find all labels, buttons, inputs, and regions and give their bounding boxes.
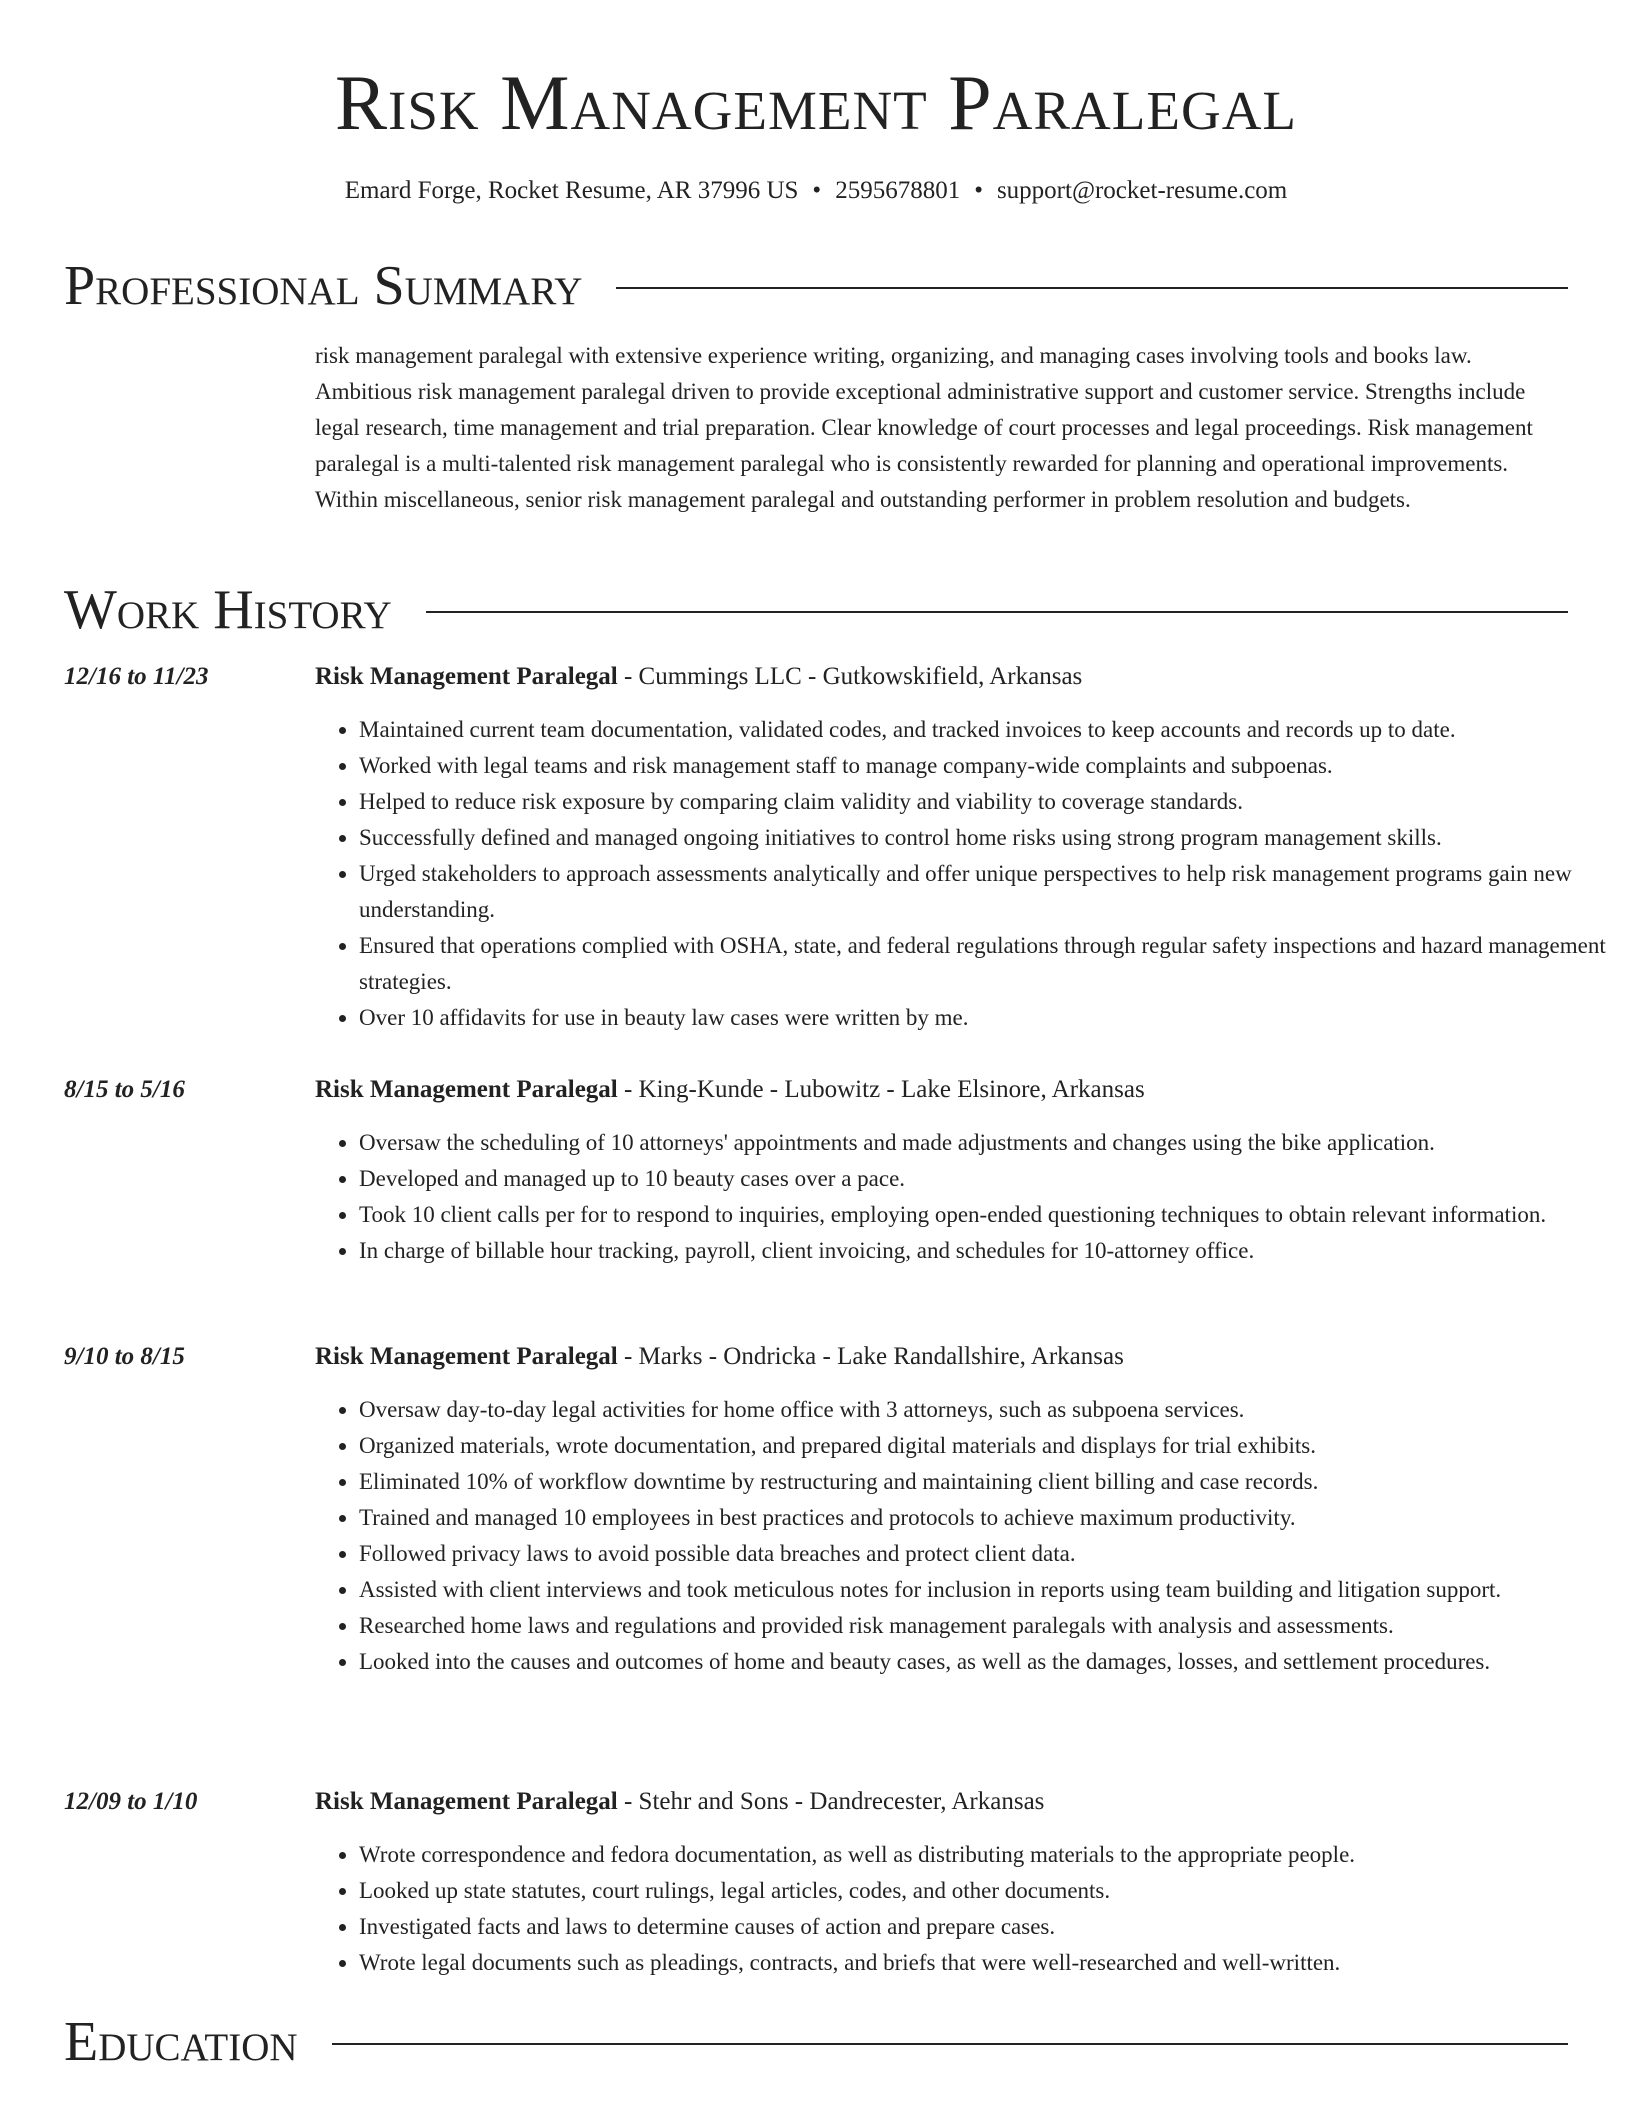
job-employer: - Cummings LLC - Gutkowskifield, Arkansas [617, 663, 1083, 690]
separator-dot: • [974, 177, 983, 204]
job-title: Risk Management Paralegal [315, 1788, 618, 1815]
phone-number: 2595678801 [835, 177, 961, 204]
job-header [315, 1073, 1568, 1107]
job-bullet: • Successfully defined and managed ongoing initiatives to control home risks using strong program management skills. [359, 820, 1612, 856]
job-bullet: • Looked into the causes and outcomes of home and beauty cases, as well as the damages, losses, and settlement procedures. [359, 1644, 1612, 1680]
job-bullet: • Over 10 affidavits for use in beauty law cases were written by me. [359, 1000, 1612, 1036]
job-bullets [315, 712, 1612, 1036]
job-bullet: • Oversaw the scheduling of 10 attorneys' appointments and made adjustments and changes using the bike application. [359, 1125, 1612, 1161]
job-bullet: • Followed privacy laws to avoid possible data breaches and protect client data. [359, 1536, 1612, 1572]
job-dates: 9/10 to 8/15 [64, 1343, 185, 1370]
job-bullet: • Wrote correspondence and fedora documentation, as well as distributing materials to the appropriate people. [359, 1837, 1612, 1873]
job-header [315, 1785, 1568, 1819]
job-bullet: • Oversaw day-to-day legal activities for home office with 3 attorneys, such as subpoena services. [359, 1392, 1612, 1428]
section-header-summary [64, 254, 1568, 318]
job-title: Risk Management Paralegal [315, 663, 618, 690]
job-bullet: • Researched home laws and regulations and provided risk management paralegals with analysis and assessments. [359, 1608, 1612, 1644]
job-bullets [315, 1837, 1612, 1981]
contact-line [0, 175, 1632, 207]
job-bullet: • Maintained current team documentation, validated codes, and tracked invoices to keep accounts and records up to date. [359, 712, 1612, 748]
job-bullet: • Looked up state statutes, court rulings, legal articles, codes, and other documents. [359, 1873, 1612, 1909]
job-dates: 12/09 to 1/10 [64, 1788, 198, 1815]
section-title: Professional Summary [64, 255, 583, 317]
section-title: Education [64, 2011, 298, 2073]
job-bullets [315, 1125, 1612, 1269]
section-title: Work History [64, 579, 392, 641]
job-bullet: • Helped to reduce risk exposure by comparing claim validity and viability to coverage standards. [359, 784, 1612, 820]
job-bullet: • Developed and managed up to 10 beauty cases over a pace. [359, 1161, 1612, 1197]
section-divider [332, 2043, 1568, 2045]
section-header-education [64, 2010, 1568, 2074]
candidate-name: Risk Management Paralegal [334, 59, 1298, 146]
professional-summary: risk management paralegal with extensive experience writing, organizing, and managing cases involving tools and books law. Ambitious risk management paralegal driven to provide exceptional administrative support and customer service. Strengths include legal research, time management and trial preparation. Clear knowledge of court processes and legal proceedings. Risk management paralegal is a multi-talented risk management paralegal who is consistently rewarded for planning and operational improvements. Within miscellaneous, senior risk management paralegal and outstanding performer in problem resolution and budgets. [315, 343, 1533, 512]
job-bullet: • Wrote legal documents such as pleadings, contracts, and briefs that were well-researched and well-written. [359, 1945, 1612, 1981]
job-header [315, 660, 1568, 694]
section-divider [426, 611, 1568, 613]
section-header-work-history [64, 578, 1568, 642]
section-divider [616, 287, 1568, 289]
email-address[interactable]: support@rocket-resume.com [996, 177, 1288, 204]
job-bullet: • In charge of billable hour tracking, payroll, client invoicing, and schedules for 10-attorney office. [359, 1233, 1612, 1269]
job-title: Risk Management Paralegal [315, 1076, 618, 1103]
job-employer: - Marks - Ondricka - Lake Randallshire, Arkansas [617, 1343, 1124, 1370]
job-dates: 8/15 to 5/16 [64, 1076, 185, 1103]
job-bullet: • Investigated facts and laws to determine causes of action and prepare cases. [359, 1909, 1612, 1945]
job-bullet: • Eliminated 10% of workflow downtime by restructuring and maintaining client billing and case records. [359, 1464, 1612, 1500]
job-bullet: • Trained and managed 10 employees in best practices and protocols to achieve maximum productivity. [359, 1500, 1612, 1536]
job-bullets [315, 1392, 1612, 1680]
job-header [315, 1340, 1568, 1374]
job-dates: 12/16 to 11/23 [64, 663, 209, 690]
job-bullet: • Organized materials, wrote documentation, and prepared digital materials and displays for trial exhibits. [359, 1428, 1612, 1464]
job-employer: - King-Kunde - Lubowitz - Lake Elsinore, Arkansas [617, 1076, 1145, 1103]
job-bullet: • Took 10 client calls per for to respond to inquiries, employing open-ended questioning techniques to obtain relevant information. [359, 1197, 1612, 1233]
job-bullet: • Assisted with client interviews and took meticulous notes for inclusion in reports using team building and litigation support. [359, 1572, 1612, 1608]
address: Emard Forge, Rocket Resume, AR 37996 US [344, 177, 799, 204]
job-employer: - Stehr and Sons - Dandrecester, Arkansas [617, 1788, 1045, 1815]
job-bullet: • Ensured that operations complied with OSHA, state, and federal regulations through regular safety inspections and hazard management strategies. [359, 928, 1612, 1000]
job-bullet: • Urged stakeholders to approach assessments analytically and offer unique perspectives to help risk management programs gain new understanding. [359, 856, 1612, 928]
job-bullet: • Worked with legal teams and risk management staff to manage company-wide complaints and subpoenas. [359, 748, 1612, 784]
separator-dot: • [812, 177, 822, 204]
job-title: Risk Management Paralegal [315, 1343, 618, 1370]
